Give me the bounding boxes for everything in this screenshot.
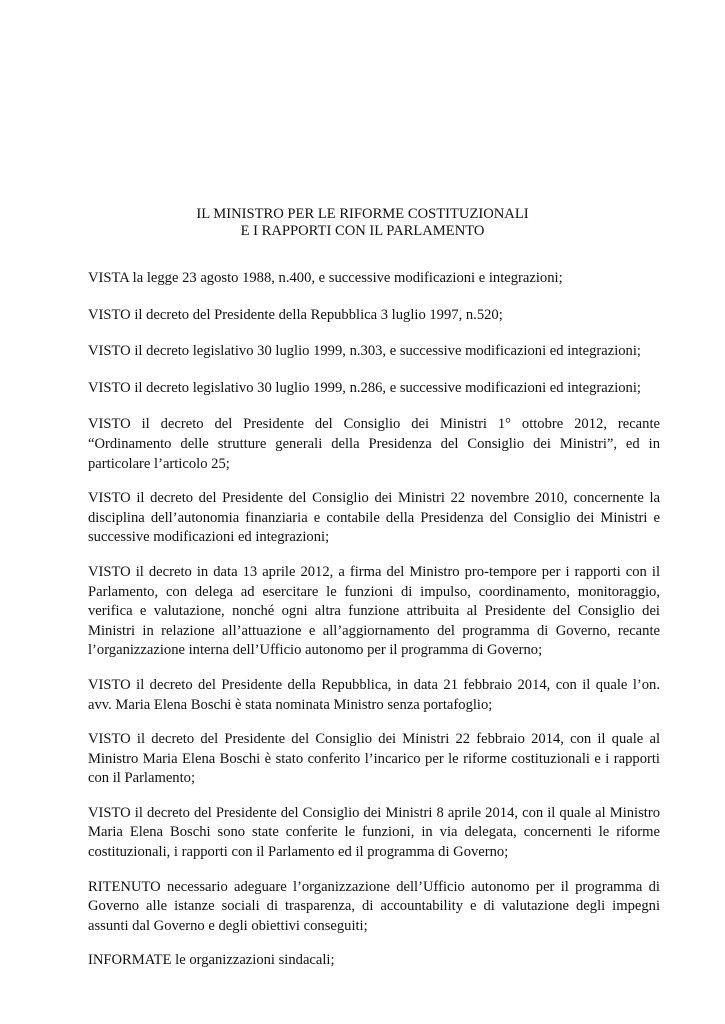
heading-line-2: E I RAPPORTI CON IL PARLAMENTO — [240, 223, 485, 239]
preamble-paragraph: VISTO il decreto legislativo 30 luglio 1999, n.286, e successive modificazioni ed integrazioni; — [88, 379, 641, 396]
document-body — [88, 269, 660, 986]
preamble-paragraph: VISTO il decreto del Presidente della Repubblica, in data 21 febbraio 2014, con il quale l’on. avv. Maria Elena Boschi è stata nominata Ministro senza portafoglio; — [88, 676, 660, 713]
preamble-paragraph: INFORMATE le organizzazioni sindacali; — [88, 952, 335, 969]
preamble-paragraph: VISTA la legge 23 agosto 1988, n.400, e successive modificazioni e integrazioni; — [88, 270, 563, 286]
preamble-paragraph: VISTO il decreto del Presidente del Consiglio dei Ministri 8 aprile 2014, con il quale al Ministro Maria Elena Boschi sono state conferite le funzioni, in via delegata, concernenti le riforme costituzionali, i rapporti con il Parlamento ed il programma di Governo; — [88, 804, 660, 861]
preamble-paragraph: VISTO il decreto legislativo 30 luglio 1999, n.303, e successive modificazioni ed integrazioni; — [88, 343, 641, 360]
heading-line-1: IL MINISTRO PER LE RIFORME COSTITUZIONALI — [196, 206, 529, 222]
preamble-paragraph: VISTO il decreto del Presidente del Consiglio dei Ministri 1° ottobre 2012, recante “Ordinamento delle strutture generali della Presidenza del Consiglio dei Ministri”, ed in particolare l’articolo 25; — [88, 416, 660, 472]
preamble-paragraph: VISTO il decreto del Presidente della Repubblica 3 luglio 1997, n.520; — [88, 306, 503, 323]
preamble-paragraph: VISTO il decreto in data 13 aprile 2012, a firma del Ministro pro-tempore per i rapporti con il Parlamento, con delega ad esercitare le funzioni di impulso, coordinamento, monitoraggio, verifica e valutazione, nonché ogni altra funzione attribuita al Presidente del Consiglio dei Ministri in relazione all’attuazione e all’aggiornamento del programma di Governo, recante l’organizzazione interna dell’Ufficio autonomo per il programma di Governo; — [88, 563, 660, 659]
document-heading — [88, 206, 637, 240]
preamble-paragraph: RITENUTO necessario adeguare l’organizzazione dell’Ufficio autonomo per il programma di Governo alle istanze sociali di trasparenza, di accountability e di valutazione degli impegni assunti dal Governo e degli obiettivi conseguiti; — [88, 878, 660, 934]
preamble-paragraph: VISTO il decreto del Presidente del Consiglio dei Ministri 22 novembre 2010, concernente la disciplina dell’autonomia finanziaria e contabile della Presidenza del Consiglio dei Ministri e successive modificazioni ed integrazioni; — [88, 490, 660, 546]
preamble-paragraph: VISTO il decreto del Presidente del Consiglio dei Ministri 22 febbraio 2014, con il quale al Ministro Maria Elena Boschi è stato conferito l’incarico per le riforme costituzionali e i rapporti con il Parlamento; — [88, 731, 660, 787]
